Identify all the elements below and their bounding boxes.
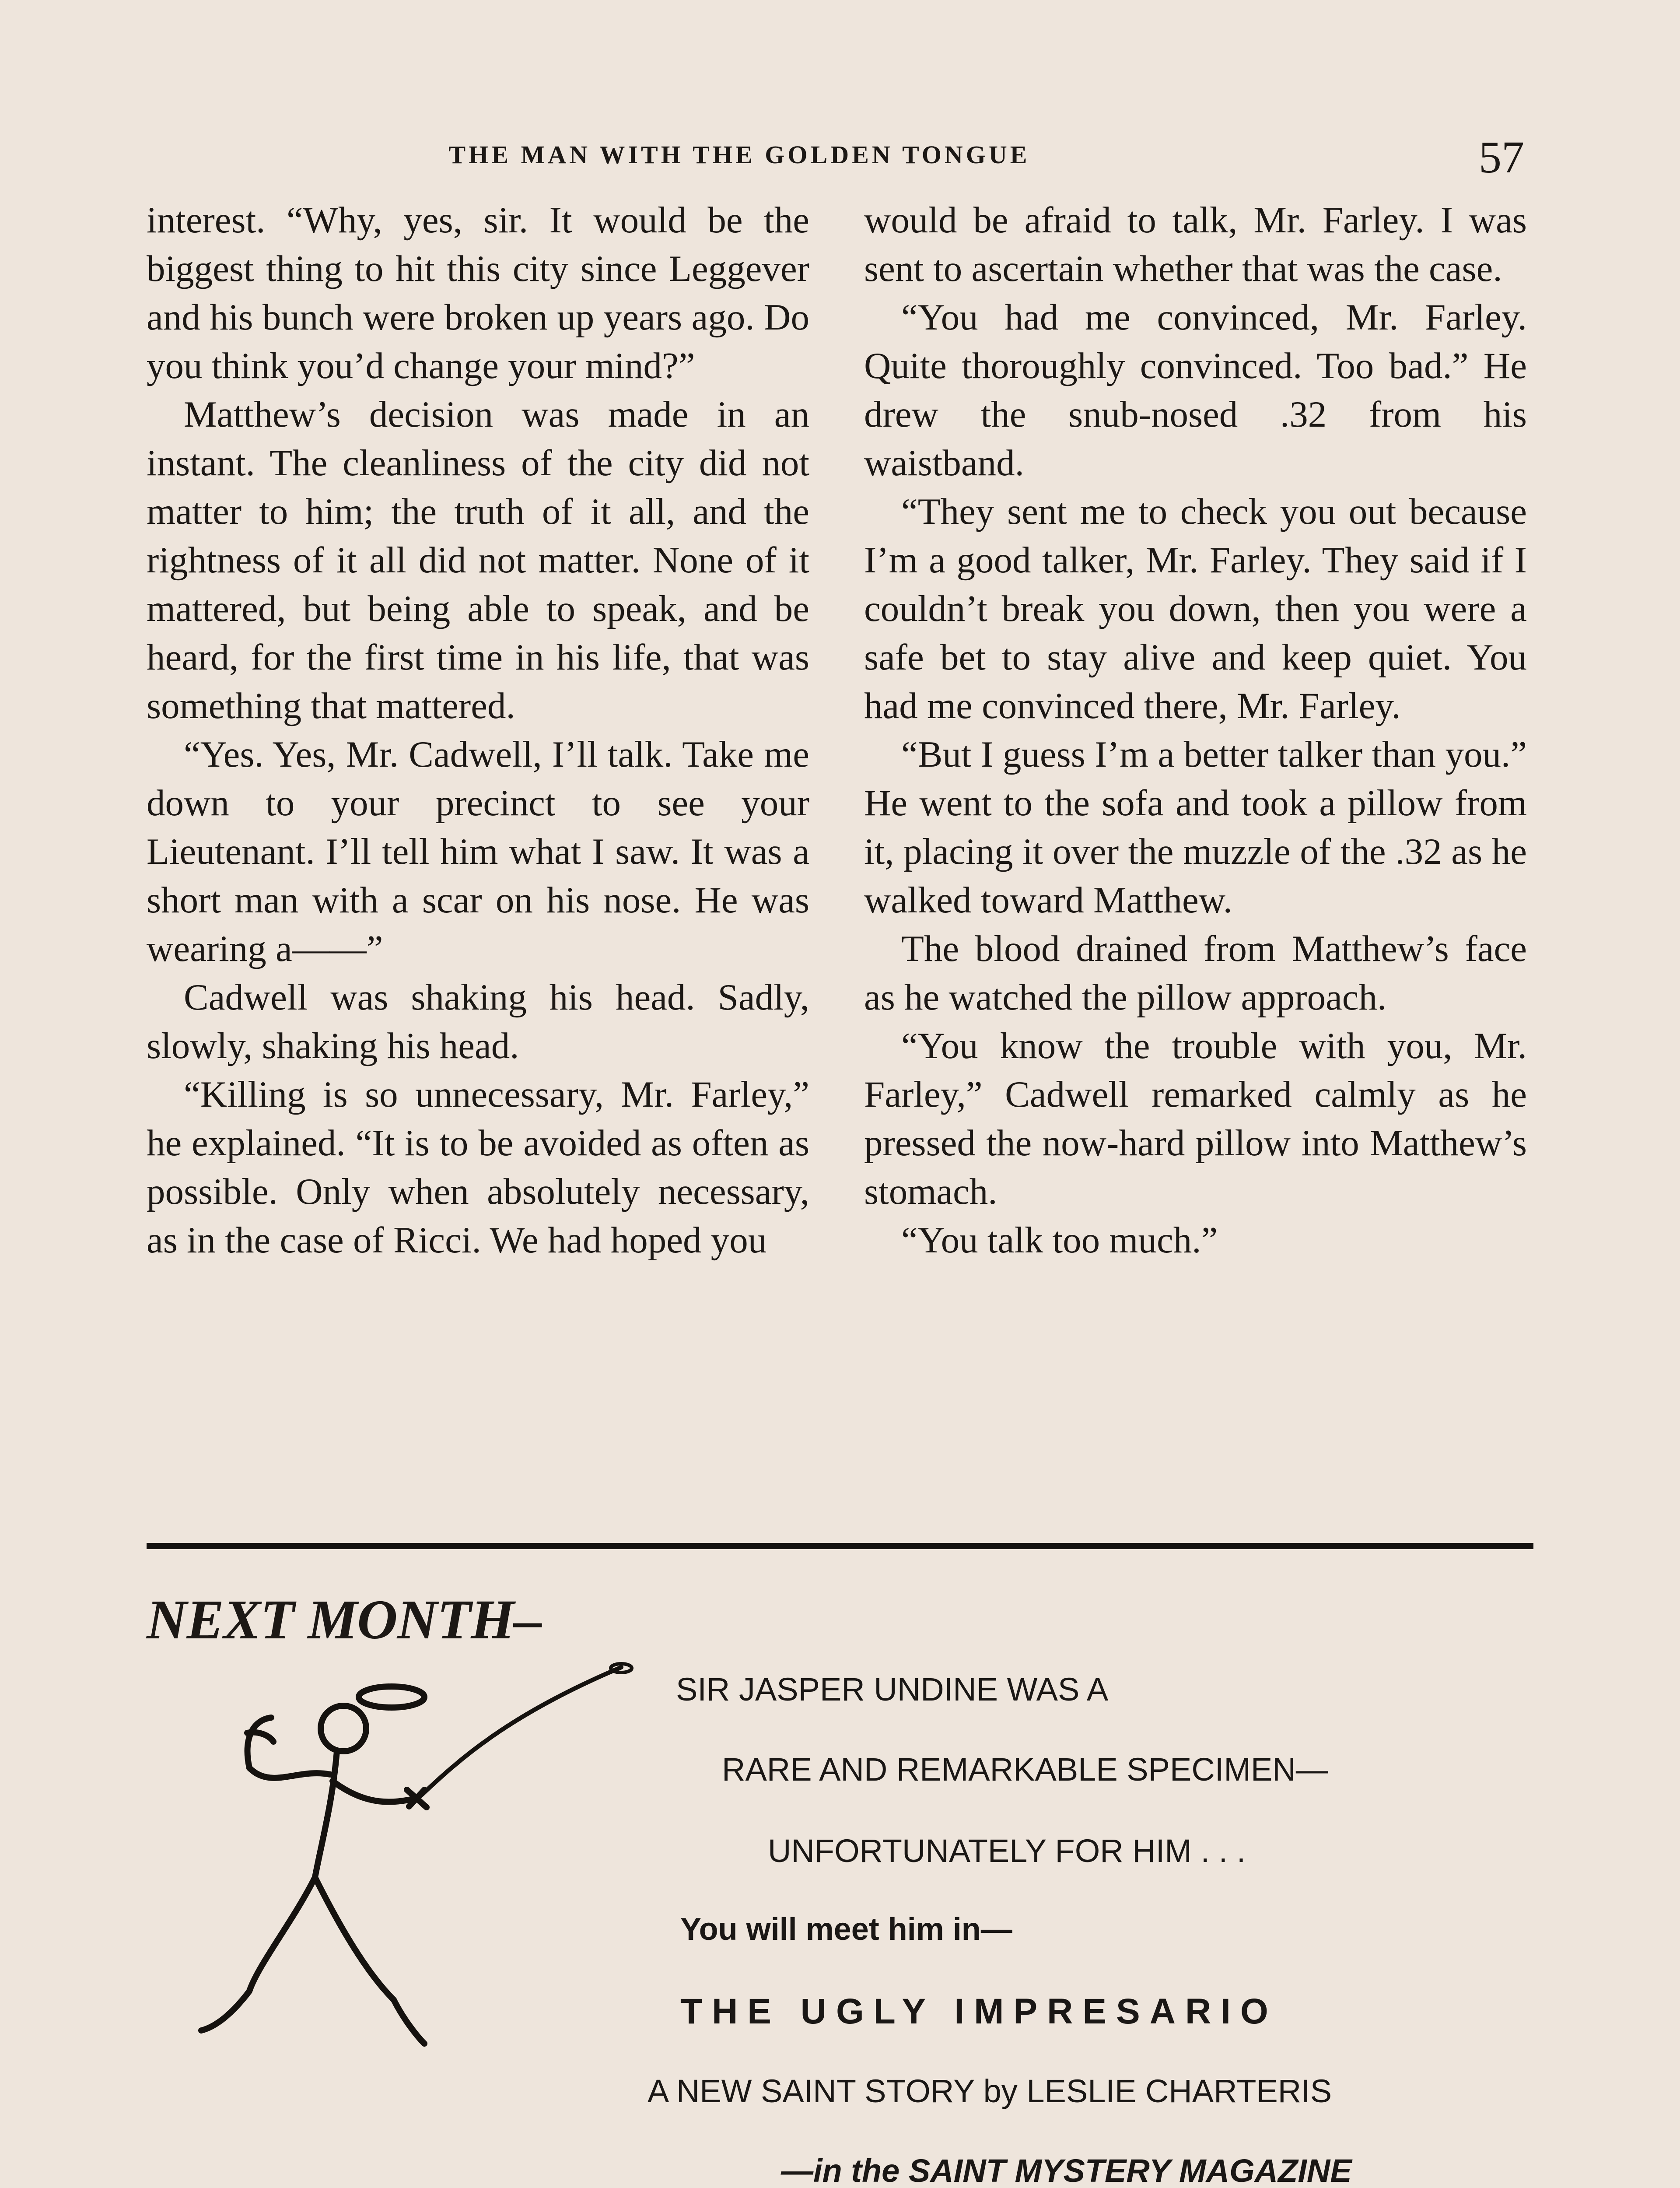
paragraph: “You had me convinced, Mr. Farley. Quite thoroughly convinced. Too bad.” He drew the snub-nosed .32 from his waistband.: [864, 297, 1527, 484]
ad-line: UNFORTUNATELY FOR HIM . . .: [768, 1833, 1246, 1869]
paragraph: would be afraid to talk, Mr. Farley. I was sent to ascertain whether that was the case.: [864, 200, 1527, 289]
paragraph: The blood drained from Matthew’s face as he watched the pillow approach.: [864, 928, 1527, 1018]
ad-line: RARE AND REMARKABLE SPECIMEN—: [722, 1751, 1328, 1788]
story-column-left: [147, 196, 809, 1265]
running-title: THE MAN WITH THE GOLDEN TONGUE: [448, 140, 1030, 169]
paragraph: “Yes. Yes, Mr. Cadwell, I’ll talk. Take me down to your precinct to see your Lieutenant. I’ll tell him what I saw. It was a short man with a scar on his nose. He was wearing a——”: [147, 734, 809, 969]
paragraph: “But I guess I’m a better talker than you.” He went to the sofa and took a pillow from it, placing it over the muzzle of the .32 as he walked toward Matthew.: [864, 734, 1527, 921]
ad-line: A NEW SAINT STORY by LESLIE CHARTERIS: [648, 2073, 1332, 2109]
paragraph: “They sent me to check you out because I’m a good talker, Mr. Farley. They said if I couldn’t break you down, then you were a safe bet to stay alive and keep quiet. You had me convinced there, Mr. Farley.: [864, 491, 1527, 726]
paragraph: Cadwell was shaking his head. Sadly, slowly, shaking his head.: [147, 977, 809, 1066]
story-column-right: [864, 196, 1527, 1265]
ad-heading: NEXT MONTH–: [147, 1588, 542, 1651]
ad-line: You will meet him in—: [680, 1912, 1012, 1947]
ad-magazine-name: —in the SAINT MYSTERY MAGAZINE: [781, 2153, 1352, 2188]
ad-line: SIR JASPER UNDINE WAS A: [676, 1671, 1109, 1708]
paragraph: Matthew’s decision was made in an instant. The cleanliness of the city did not matter to him; the truth of it all, and the rightness of it all did not matter. None of it mattered, but being able to speak, and be heard, for the first time in his life, that was something that mattered.: [147, 394, 809, 726]
paragraph: “You talk too much.”: [901, 1220, 1218, 1261]
divider-rule: [147, 1543, 1533, 1549]
paragraph: “You know the trouble with you, Mr. Farley,” Cadwell remarked calmly as he pressed the now-hard pillow into Matthew’s stomach.: [864, 1025, 1527, 1212]
next-month-advertisement: [0, 1558, 1680, 2188]
ad-story-title: THE UGLY IMPRESARIO: [680, 1992, 1278, 2031]
running-head: [0, 131, 1680, 182]
saint-stick-figure-icon: [188, 1659, 687, 2135]
paragraph: interest. “Why, yes, sir. It would be the biggest thing to hit this city since Leggever and his bunch were broken up years ago. Do you think you’d change your mind?”: [147, 200, 809, 386]
paragraph: “Killing is so unnecessary, Mr. Farley,” he explained. “It is to be avoided as often as possible. Only when absolutely necessary, as in the case of Ricci. We had hoped you: [147, 1074, 809, 1261]
page-number: 57: [1479, 132, 1524, 182]
